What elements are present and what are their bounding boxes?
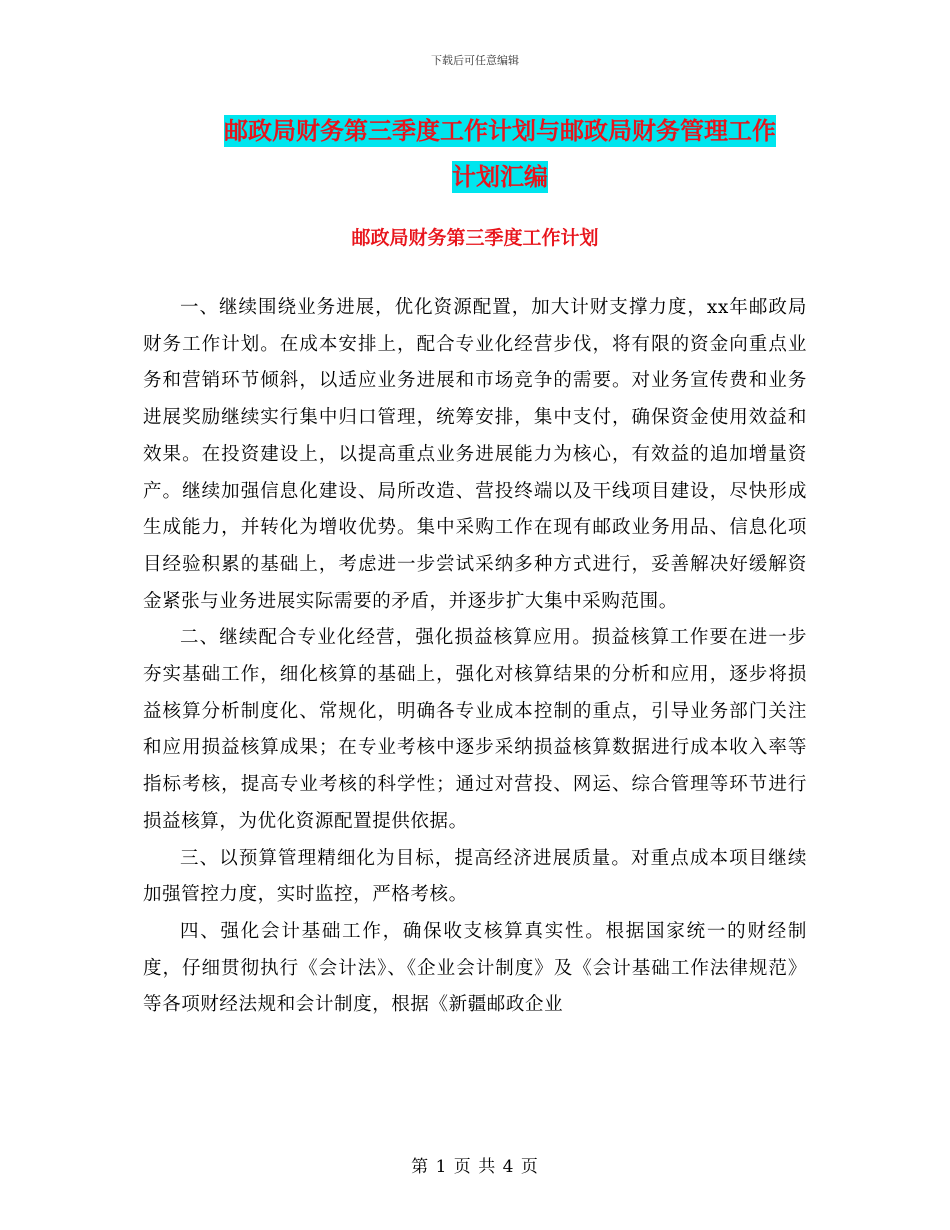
- header-note: 下载后可任意编辑: [431, 54, 519, 67]
- paragraph-2: 二、继续配合专业化经营，强化损益核算应用。损益核算工作要在进一步夯实基础工作，细化核算的基础上，强化对核算结果的分析和应用，逐步将损益核算分析制度化、常规化，明确各专业成本控制的重点，引导业务部门关注和应用损益核算成果；在专业考核中逐步采纳损益核算数据进行成本收入率等指标考核，提高专业考核的科学性；通过对营投、网运、综合管理等环节进行损益核算，为优化资源配置提供依据。: [143, 627, 807, 832]
- section-title: 邮政局财务第三季度工作计划: [351, 227, 599, 249]
- page-number-footer: 第 1 页 共 4 页: [411, 1157, 539, 1177]
- paragraph-1: 一、继续围绕业务进展，优化资源配置，加大计财支撑力度，xx年邮政局财务工作计划。在成本安排上，配合专业化经营步伐，将有限的资金向重点业务和营销环节倾斜，以适应业务进展和市场竞争的需要。对业务宣传费和业务进展奖励继续实行集中归口管理，统筹安排，集中支付，确保资金使用效益和效果。在投资建设上，以提高重点业务进展能力为核心，有效益的追加增量资产。继续加强信息化建设、局所改造、营投终端以及干线项目建设，尽快形成生成能力，并转化为增收优势。集中采购工作在现有邮政业务用品、信息化项目经验积累的基础上，考虑进一步尝试采纳多种方式进行，妥善解决好缓解资金紧张与业务进展实际需要的矛盾，并逐步扩大集中采购范围。: [143, 297, 807, 612]
- document-title: [190, 108, 810, 200]
- paragraph-4: 四、强化会计基础工作，确保收支核算真实性。根据国家统一的财经制度，仔细贯彻执行《会计法》、《企业会计制度》及《会计基础工作法律规范》等各项财经法规和会计制度，根据《新疆邮政企业: [143, 920, 807, 1016]
- paragraph-3: 三、以预算管理精细化为目标，提高经济进展质量。对重点成本项目继续加强管控力度，实时监控，严格考核。: [143, 847, 807, 906]
- document-title-line-2: 计划汇编: [452, 163, 548, 191]
- document-body: [143, 290, 807, 1024]
- document-title-line-1: 邮政局财务第三季度工作计划与邮政局财务管理工作: [224, 117, 776, 145]
